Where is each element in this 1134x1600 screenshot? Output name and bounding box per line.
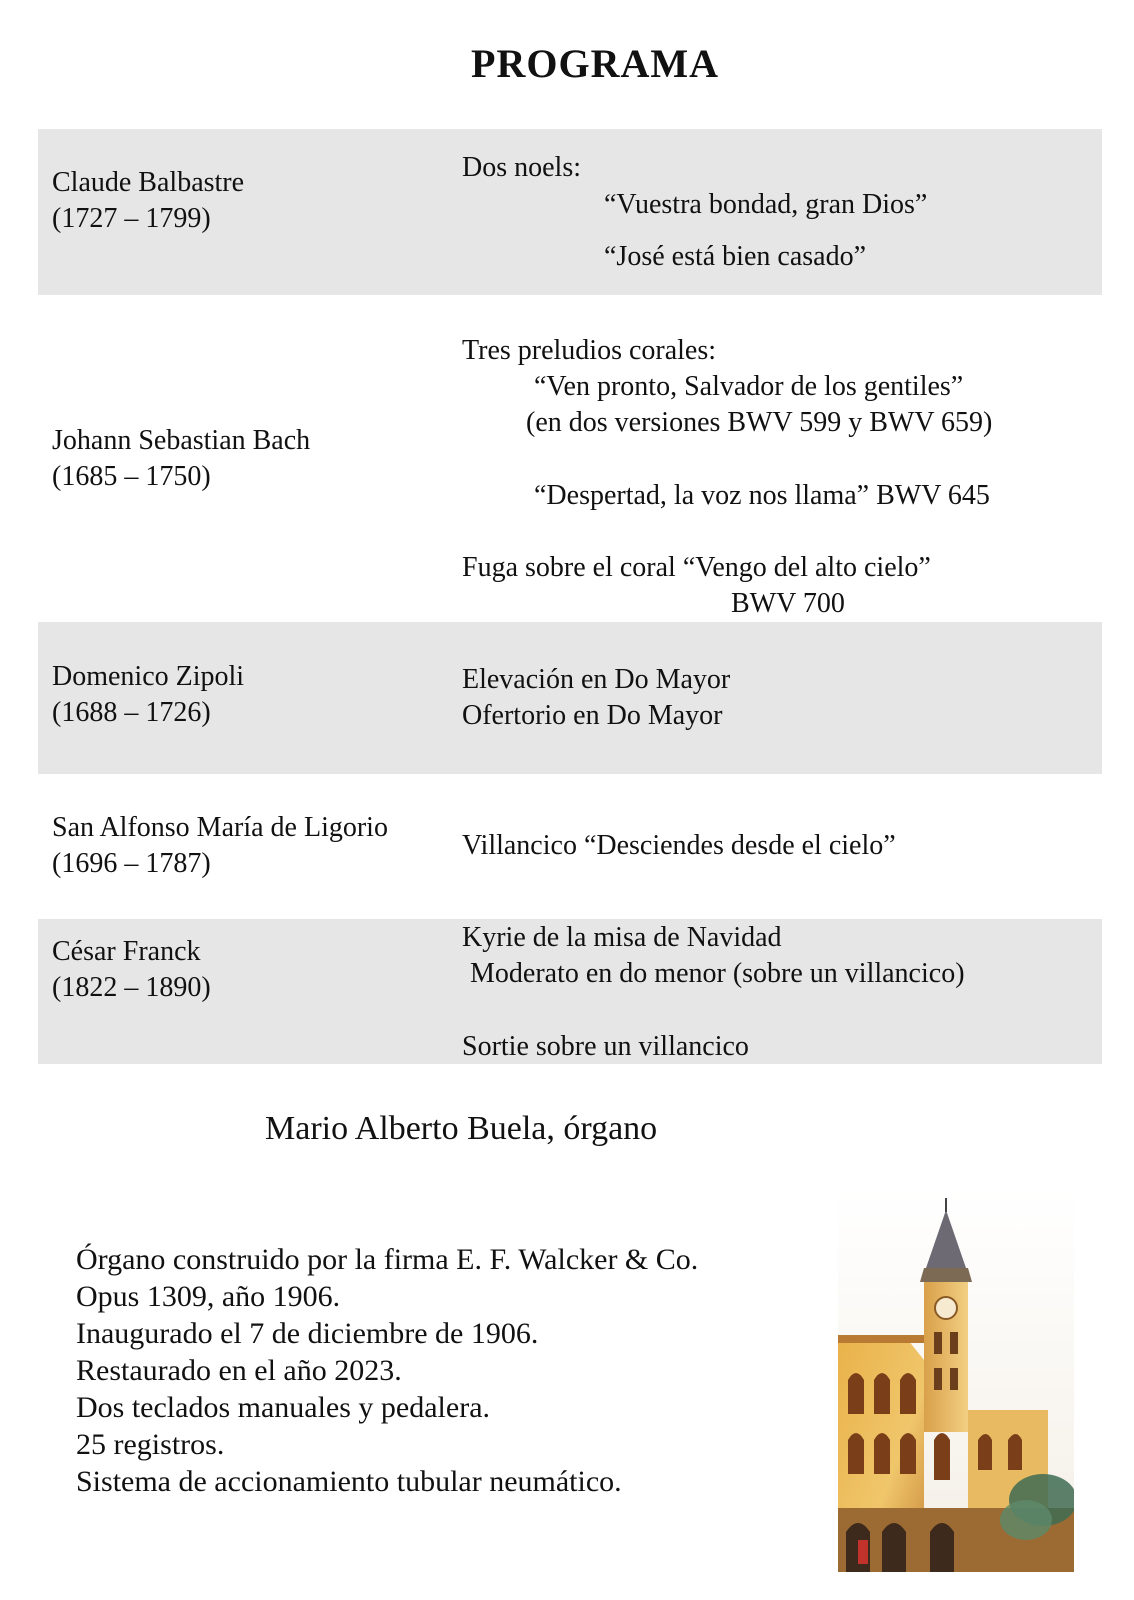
work-title: Moderato en do menor (sobre un villancico) xyxy=(470,958,965,989)
composer-name: Domenico Zipoli xyxy=(52,661,245,692)
work-title: “Despertad, la voz nos llama” BWV 645 xyxy=(534,480,990,511)
work-title: “Vuestra bondad, gran Dios” xyxy=(604,189,928,220)
work-title: Tres preludios corales: xyxy=(462,335,717,366)
composer-dates: (1822 – 1890) xyxy=(52,972,211,1003)
program-row-franck xyxy=(38,919,1102,1064)
organ-info-line: Inaugurado el 7 de diciembre de 1906. xyxy=(76,1317,539,1350)
composer-dates: (1696 – 1787) xyxy=(52,848,211,879)
work-title: “José está bien casado” xyxy=(604,241,866,272)
work-title: “Ven pronto, Salvador de los gentiles” xyxy=(534,371,964,402)
program-row-bach xyxy=(38,295,1102,622)
program-row-ligorio xyxy=(38,774,1102,919)
program-row-balbastre xyxy=(38,129,1102,295)
composer-name: César Franck xyxy=(52,936,201,967)
work-title: Elevación en Do Mayor xyxy=(462,664,731,695)
organ-info-line: Órgano construido por la firma E. F. Walcker & Co. xyxy=(76,1243,699,1276)
performer: Mario Alberto Buela, órgano xyxy=(265,1110,658,1147)
organ-info-line: Opus 1309, año 1906. xyxy=(76,1280,341,1313)
page-title: PROGRAMA xyxy=(471,41,719,86)
organ-info-line: 25 registros. xyxy=(76,1428,225,1461)
composer-name: San Alfonso María de Ligorio xyxy=(52,812,388,843)
composer-dates: (1688 – 1726) xyxy=(52,697,211,728)
composer-dates: (1685 – 1750) xyxy=(52,461,211,492)
work-title: Kyrie de la misa de Navidad xyxy=(462,922,782,953)
composer-name: Johann Sebastian Bach xyxy=(52,425,311,456)
organ-info-line: Dos teclados manuales y pedalera. xyxy=(76,1391,491,1424)
organ-info xyxy=(76,1241,698,1500)
composer-dates: (1727 – 1799) xyxy=(52,203,211,234)
work-title: Sortie sobre un villancico xyxy=(462,1031,749,1062)
work-title: Ofertorio en Do Mayor xyxy=(462,700,723,731)
church-illustration xyxy=(838,1190,1074,1572)
work-title: Dos noels: xyxy=(462,152,581,183)
work-title: Fuga sobre el coral “Vengo del alto cielo” xyxy=(462,552,931,583)
composer-name: Claude Balbastre xyxy=(52,167,245,198)
work-title: BWV 700 xyxy=(731,588,845,619)
work-title: (en dos versiones BWV 599 y BWV 659) xyxy=(526,407,993,438)
work-title: Villancico “Desciendes desde el cielo” xyxy=(462,830,896,861)
organ-info-line: Sistema de accionamiento tubular neumático. xyxy=(76,1465,622,1498)
organ-info-line: Restaurado en el año 2023. xyxy=(76,1354,402,1387)
program-row-zipoli xyxy=(38,622,1102,774)
